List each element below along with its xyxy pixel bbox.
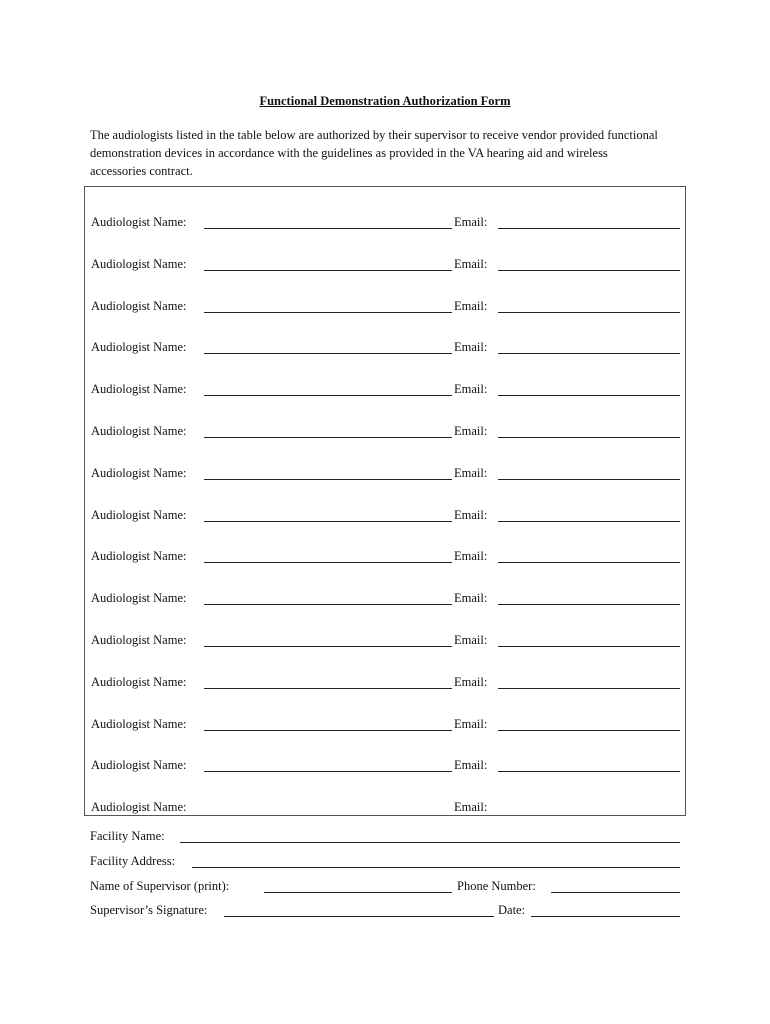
audiologist-row	[91, 215, 681, 233]
email-field[interactable]	[498, 312, 680, 313]
email-label: Email:	[454, 256, 488, 271]
email-label: Email:	[454, 382, 488, 397]
email-field[interactable]	[498, 646, 680, 647]
email-label: Email:	[454, 465, 488, 480]
signature-row	[90, 903, 690, 921]
email-field[interactable]	[498, 395, 680, 396]
email-field[interactable]	[498, 604, 680, 605]
email-label: Email:	[454, 758, 488, 773]
signature-label: Supervisor’s Signature:	[90, 903, 208, 917]
audiologist-name-field[interactable]	[204, 771, 452, 772]
email-label: Email:	[454, 800, 488, 815]
audiologist-name-field[interactable]	[204, 228, 452, 229]
facility-name-row	[90, 829, 690, 847]
audiologist-row	[91, 549, 681, 567]
email-field[interactable]	[498, 771, 680, 772]
audiologist-name-label: Audiologist Name:	[91, 465, 187, 480]
audiologist-name-field[interactable]	[204, 646, 452, 647]
email-field[interactable]	[498, 521, 680, 522]
audiologist-row	[91, 382, 681, 400]
audiologist-row	[91, 717, 681, 735]
date-field[interactable]	[531, 916, 680, 917]
email-field[interactable]	[498, 730, 680, 731]
audiologist-name-field[interactable]	[204, 312, 452, 313]
email-field[interactable]	[498, 228, 680, 229]
audiologist-name-label: Audiologist Name:	[91, 382, 187, 397]
email-field[interactable]	[498, 562, 680, 563]
audiologist-row	[91, 508, 681, 526]
email-field[interactable]	[498, 437, 680, 438]
audiologist-name-field[interactable]	[204, 562, 452, 563]
supervisor-name-field[interactable]	[264, 892, 452, 893]
phone-label: Phone Number:	[457, 879, 536, 893]
email-field[interactable]	[498, 688, 680, 689]
supervisor-row	[90, 879, 690, 897]
audiologist-row	[91, 758, 681, 776]
audiologist-name-field[interactable]	[204, 521, 452, 522]
audiologist-name-field[interactable]	[204, 604, 452, 605]
facility-address-field[interactable]	[192, 867, 680, 868]
email-label: Email:	[454, 507, 488, 522]
audiologist-name-field[interactable]	[204, 270, 452, 271]
email-field[interactable]	[498, 353, 680, 354]
email-label: Email:	[454, 716, 488, 731]
email-label: Email:	[454, 298, 488, 313]
audiologist-table	[84, 186, 686, 816]
signature-field[interactable]	[224, 916, 494, 917]
audiologist-name-label: Audiologist Name:	[91, 800, 187, 815]
audiologist-name-label: Audiologist Name:	[91, 674, 187, 689]
email-label: Email:	[454, 215, 488, 229]
email-label: Email:	[454, 340, 488, 355]
audiologist-name-label: Audiologist Name:	[91, 507, 187, 522]
audiologist-name-field[interactable]	[204, 730, 452, 731]
facility-name-label: Facility Name:	[90, 829, 165, 843]
audiologist-name-field[interactable]	[204, 395, 452, 396]
intro-text: The audiologists listed in the table below are authorized by their supervisor to receive vendor provided functional demonstration devices in accordance with the guidelines as provided in the VA hearing aid and wireless accessories contract.	[90, 128, 658, 178]
date-label: Date:	[498, 903, 526, 917]
audiologist-row	[91, 633, 681, 651]
audiologist-row	[91, 675, 681, 693]
email-field[interactable]	[498, 270, 680, 271]
phone-field[interactable]	[551, 892, 680, 893]
audiologist-name-label: Audiologist Name:	[91, 758, 187, 773]
audiologist-row	[91, 424, 681, 442]
facility-name-field[interactable]	[180, 842, 680, 843]
audiologist-row	[91, 340, 681, 358]
audiologist-name-label: Audiologist Name:	[91, 716, 187, 731]
audiologist-name-field[interactable]	[204, 353, 452, 354]
audiologist-row	[91, 591, 681, 609]
audiologist-name-label: Audiologist Name:	[91, 215, 187, 229]
supervisor-name-label: Name of Supervisor (print):	[90, 879, 230, 893]
audiologist-name-label: Audiologist Name:	[91, 424, 187, 438]
audiologist-name-label: Audiologist Name:	[91, 298, 187, 313]
email-label: Email:	[454, 633, 488, 647]
email-label: Email:	[454, 549, 488, 564]
audiologist-row	[91, 466, 681, 484]
audiologist-name-field[interactable]	[204, 437, 452, 438]
audiologist-name-label: Audiologist Name:	[91, 256, 187, 271]
email-label: Email:	[454, 591, 488, 606]
audiologist-name-label: Audiologist Name:	[91, 549, 187, 564]
audiologist-name-label: Audiologist Name:	[91, 591, 187, 606]
form-title: Functional Demonstration Authorization Form	[259, 94, 511, 108]
email-label: Email:	[454, 674, 488, 689]
email-field[interactable]	[498, 479, 680, 480]
audiologist-name-field[interactable]	[204, 479, 452, 480]
email-label: Email:	[454, 424, 488, 438]
facility-address-label: Facility Address:	[90, 854, 176, 868]
audiologist-name-label: Audiologist Name:	[91, 633, 187, 647]
audiologist-name-field[interactable]	[204, 688, 452, 689]
audiologist-row	[91, 800, 681, 818]
audiologist-row	[91, 257, 681, 275]
audiologist-name-label: Audiologist Name:	[91, 340, 187, 355]
audiologist-row	[91, 299, 681, 317]
facility-address-row	[90, 854, 690, 872]
